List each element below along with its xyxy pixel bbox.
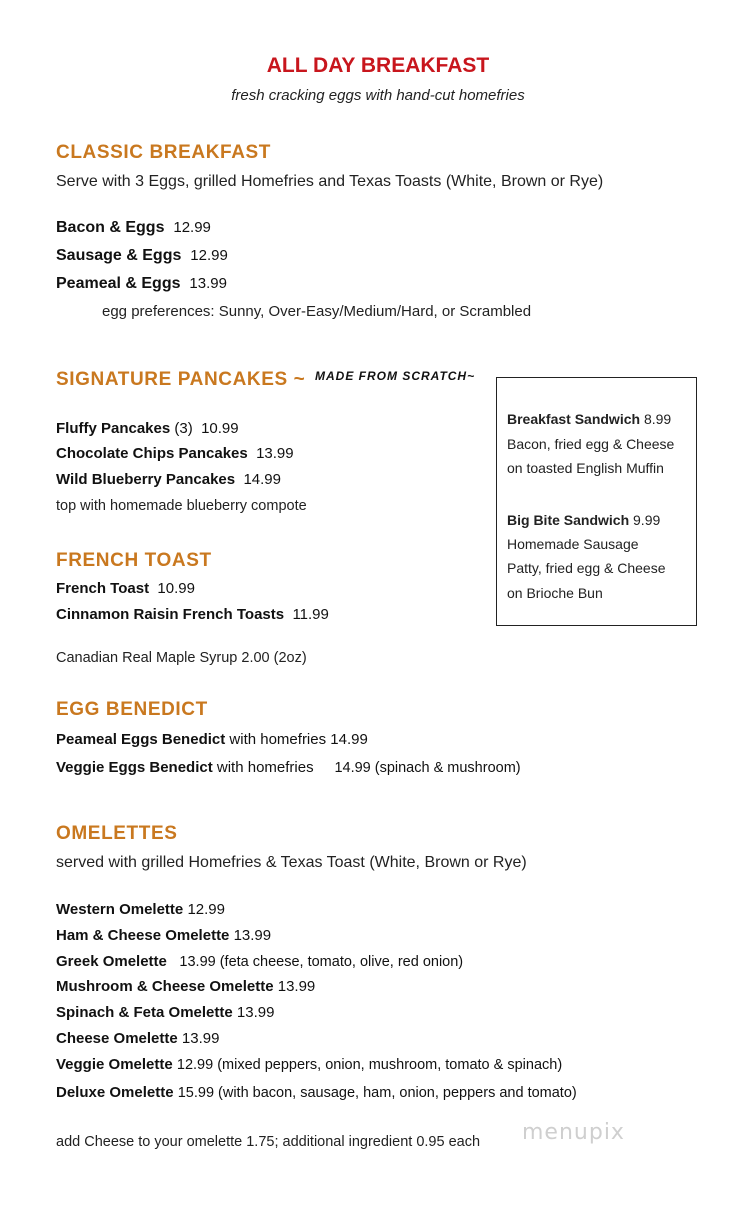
menu-item bbox=[56, 759, 521, 776]
sandwich-item bbox=[507, 411, 671, 427]
menu-item bbox=[56, 219, 211, 237]
page-subtitle: fresh cracking eggs with hand-cut homefries bbox=[231, 87, 525, 104]
made-from-scratch-tag: MADE FROM SCRATCH~ bbox=[315, 369, 476, 383]
item-price: 10.99 bbox=[201, 420, 239, 437]
menu-item bbox=[56, 901, 225, 918]
egg-preferences-note: egg preferences: Sunny, Over-Easy/Medium/Hard, or Scrambled bbox=[102, 303, 532, 320]
item-name: Cheese Omelette bbox=[56, 1030, 178, 1047]
item-extra: (3) bbox=[174, 420, 193, 437]
item-price: 13.99 bbox=[233, 927, 272, 944]
item-price: 14.99 bbox=[330, 731, 368, 748]
sandwich-description: Homemade Sausage bbox=[507, 536, 639, 552]
watermark-logo: menupix bbox=[522, 1120, 625, 1145]
item-price: 14.99 (spinach & mushroom) bbox=[334, 760, 521, 776]
pancakes-note: top with homemade blueberry compote bbox=[56, 498, 307, 514]
item-name: Peameal & Eggs bbox=[56, 275, 181, 292]
item-price: 12.99 bbox=[173, 219, 211, 236]
item-price: 13.99 bbox=[181, 1030, 220, 1047]
sandwich-description: Bacon, fried egg & Cheese bbox=[507, 436, 675, 452]
sandwich-description: on Brioche Bun bbox=[507, 585, 603, 601]
item-name: Ham & Cheese Omelette bbox=[56, 927, 230, 944]
french-toast-heading: FRENCH TOAST bbox=[56, 550, 212, 571]
item-price: 12.99 (mixed peppers, onion, mushroom, tomato & spinach) bbox=[176, 1057, 563, 1073]
item-price: 10.99 bbox=[157, 580, 195, 597]
item-name: Wild Blueberry Pancakes bbox=[56, 471, 236, 488]
classic-description: Serve with 3 Eggs, grilled Homefries and Texas Toasts (White, Brown or Rye) bbox=[56, 173, 604, 190]
item-name: Veggie Eggs Benedict bbox=[56, 759, 213, 776]
item-price: 12.99 bbox=[187, 901, 225, 918]
omelette-addons-note: add Cheese to your omelette 1.75; additional ingredient 0.95 each bbox=[56, 1134, 481, 1150]
sandwich-item bbox=[507, 512, 660, 528]
page-title: ALL DAY BREAKFAST bbox=[266, 54, 490, 77]
menu-item bbox=[56, 1030, 219, 1047]
menu-item bbox=[56, 580, 195, 597]
item-name: Breakfast Sandwich bbox=[507, 411, 641, 427]
item-name: Greek Omelette bbox=[56, 953, 167, 970]
item-name: Western Omelette bbox=[56, 901, 184, 918]
benedict-heading: EGG BENEDICT bbox=[56, 699, 208, 720]
item-name: Sausage & Eggs bbox=[56, 247, 182, 264]
item-detail: with homefries bbox=[229, 731, 327, 748]
item-name: Veggie Omelette bbox=[56, 1056, 173, 1073]
sandwich-description: on toasted English Muffin bbox=[507, 460, 664, 476]
menu-item bbox=[56, 1004, 274, 1021]
item-price: 13.99 (feta cheese, tomato, olive, red onion) bbox=[179, 954, 464, 970]
item-price: 13.99 bbox=[256, 445, 294, 462]
item-name: Spinach & Feta Omelette bbox=[56, 1004, 233, 1021]
item-price: 9.99 bbox=[633, 512, 661, 528]
item-name: Mushroom & Cheese Omelette bbox=[56, 978, 274, 995]
item-name: Peameal Eggs Benedict bbox=[56, 731, 226, 748]
item-price: 8.99 bbox=[643, 411, 672, 427]
item-detail: with homefries bbox=[216, 759, 314, 776]
menu-item bbox=[56, 978, 315, 995]
menu-item bbox=[56, 1084, 577, 1101]
item-name: French Toast bbox=[56, 580, 150, 597]
omelettes-heading: OMELETTES bbox=[56, 823, 178, 844]
item-price: 13.99 bbox=[277, 978, 316, 995]
menu-item bbox=[56, 275, 227, 293]
item-name: Cinnamon Raisin French Toasts bbox=[56, 606, 285, 623]
menu-item bbox=[56, 247, 228, 265]
item-name: Big Bite Sandwich bbox=[507, 512, 630, 528]
omelettes-description: served with grilled Homefries & Texas Toast (White, Brown or Rye) bbox=[56, 854, 527, 871]
menu-item bbox=[56, 606, 329, 623]
item-name: Bacon & Eggs bbox=[56, 219, 165, 236]
pancakes-heading: SIGNATURE PANCAKES ~ bbox=[56, 369, 306, 390]
item-name: Chocolate Chips Pancakes bbox=[56, 445, 248, 462]
menu-item bbox=[56, 445, 294, 462]
menu-item bbox=[56, 1056, 562, 1073]
item-name: Deluxe Omelette bbox=[56, 1084, 174, 1101]
menu-item bbox=[56, 471, 281, 488]
classic-heading: CLASSIC BREAKFAST bbox=[56, 142, 271, 163]
item-price: 11.99 bbox=[292, 606, 329, 623]
menu-item bbox=[56, 927, 271, 944]
item-price: 15.99 (with bacon, sausage, ham, onion, peppers and tomato) bbox=[177, 1085, 577, 1101]
maple-syrup-note: Canadian Real Maple Syrup 2.00 (2oz) bbox=[56, 650, 307, 666]
menu-item bbox=[56, 731, 368, 748]
sandwich-description: Patty, fried egg & Cheese bbox=[507, 560, 666, 576]
item-price: 14.99 bbox=[243, 471, 281, 488]
item-price: 13.99 bbox=[189, 275, 227, 292]
item-price: 13.99 bbox=[236, 1004, 275, 1021]
item-price: 12.99 bbox=[190, 247, 228, 264]
menu-item bbox=[56, 420, 239, 437]
menu-item bbox=[56, 953, 463, 970]
item-name: Fluffy Pancakes bbox=[56, 420, 171, 437]
